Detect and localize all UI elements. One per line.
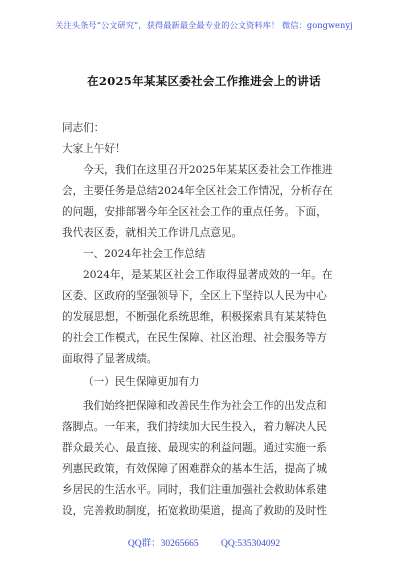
paragraph-line: 的社会工作模式，在民生保障、社区治理、社会服务等方 <box>62 332 327 344</box>
paragraph-line: 落脚点。一年来，我们持续加大民生投入，着力解决人民 <box>62 421 327 433</box>
livelihood-paragraph <box>62 396 348 522</box>
paragraph-line: 我们始终把保障和改善民生作为社会工作的出发点和 <box>83 400 327 412</box>
subsection-title: （一）民生保障更加有力 <box>83 376 200 388</box>
paragraph-line: 今天，我们在这里召开2025年某某区委社会工作推进 <box>83 164 333 176</box>
paragraph-line: 群众最关心、最直接、最现实的利益问题。通过实施一系 <box>62 442 327 454</box>
paragraph-line: 2024年，是某某区社会工作取得显著成效的一年。在 <box>83 269 333 281</box>
paragraph-line: 的问题，安排部署今年全区社会工作的重点任务。下面， <box>62 206 327 218</box>
greeting: 同志们： <box>62 122 105 134</box>
footer-qq-group: QQ群：30265665 <box>127 539 199 549</box>
footer <box>0 535 408 549</box>
paragraph-line: 面取得了显著成绩。 <box>62 353 158 365</box>
section-heading <box>62 244 348 265</box>
paragraph-line: 乡居民的生活水平。同时，我们注重加强社会救助体系建 <box>62 484 327 496</box>
greeting-block <box>62 118 348 160</box>
header-banner: 关注头条号“公文研究”，获得最新最全最专业的公文资料库！ 微信：gongwenyj <box>55 20 353 30</box>
paragraph-line: 会，主要任务是总结2024年全区社会工作情况，分析存在 <box>62 185 333 197</box>
footer-qq: QQ:535304092 <box>220 539 281 549</box>
hello-line: 大家上午好！ <box>62 143 126 155</box>
page-title: 在2025年某某区委社会工作推进会上的讲话 <box>87 74 321 88</box>
paragraph-line: 区委、区政府的坚强领导下，全区上下坚持以人民为中心 <box>62 290 327 302</box>
paragraph-line: 的发展思想，不断强化系统思维，积极探索具有某某特色 <box>62 311 327 323</box>
summary-paragraph <box>62 265 348 370</box>
intro-paragraph <box>62 160 348 244</box>
section-title: 一、2024年社会工作总结 <box>83 248 206 260</box>
paragraph-line: 我代表区委，就相关工作讲几点意见。 <box>62 227 243 239</box>
subsection-heading <box>62 372 348 393</box>
paragraph-line: 列惠民政策，有效保障了困难群众的基本生活，提高了城 <box>62 463 327 475</box>
paragraph-line: 设，完善救助制度，拓宽救助渠道，提高了救助的及时性 <box>62 505 327 517</box>
